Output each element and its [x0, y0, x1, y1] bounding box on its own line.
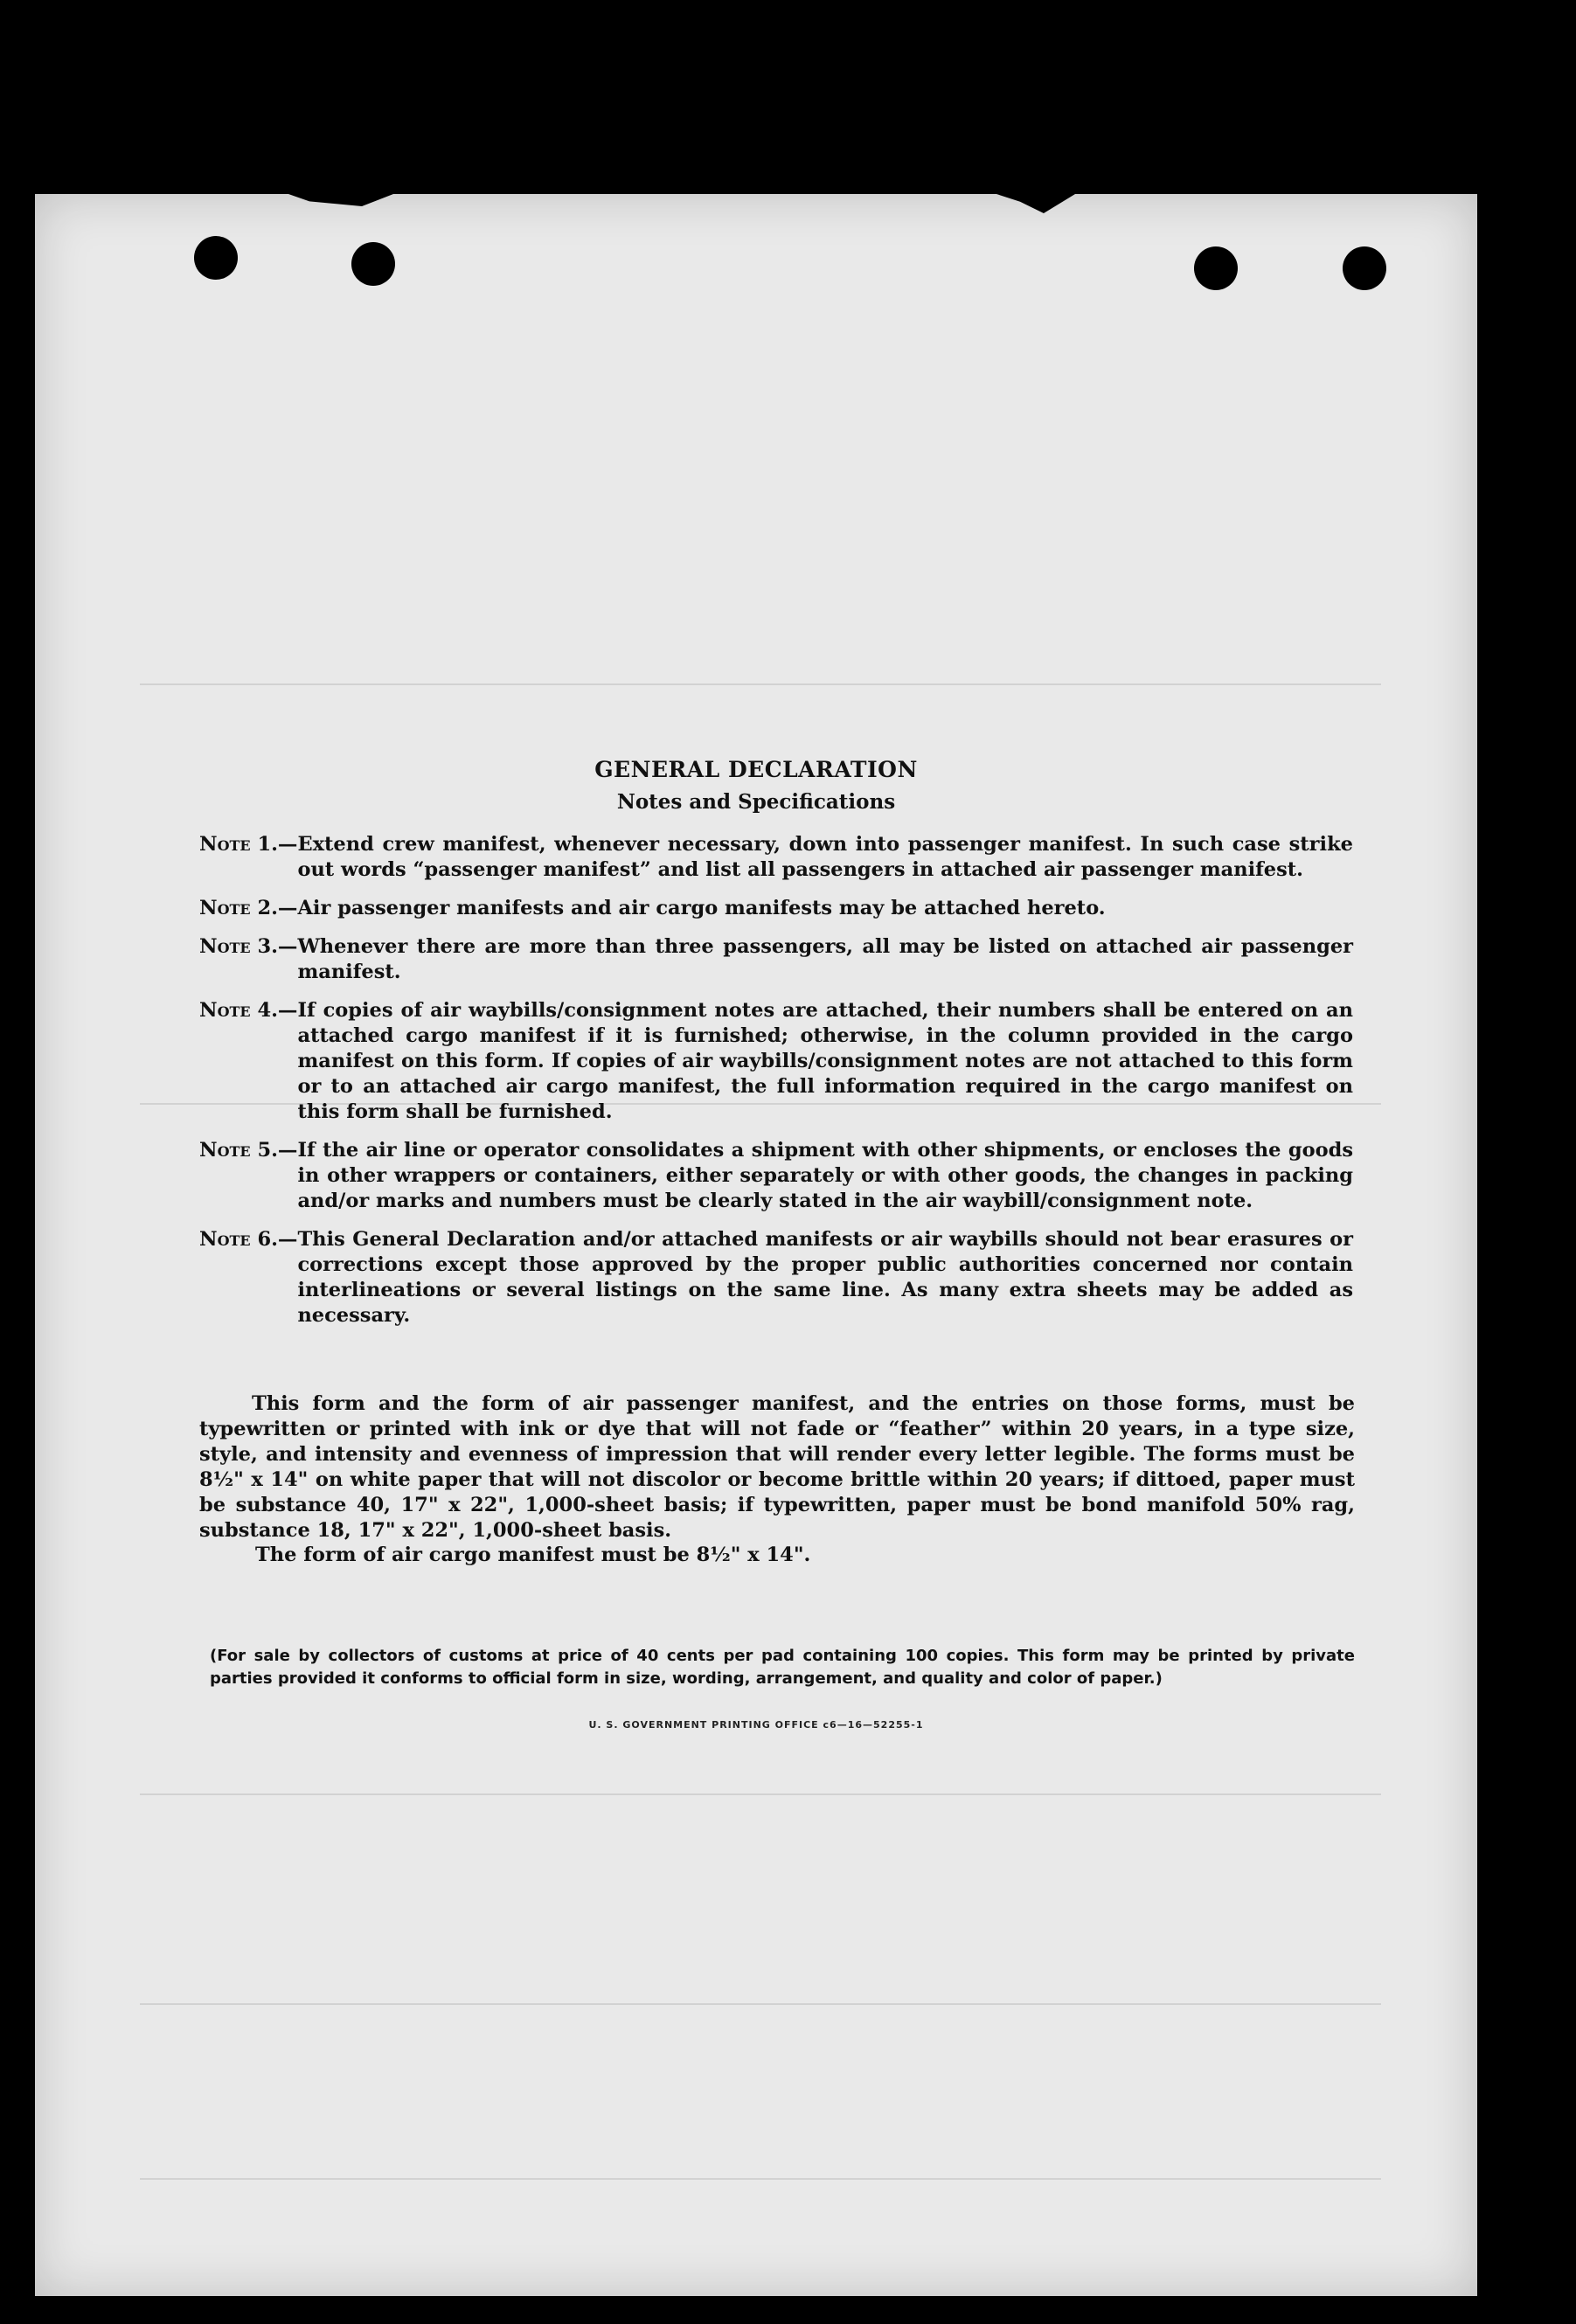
note-label: Note 6.— [199, 1228, 298, 1251]
note-label: Note 2.— [199, 897, 298, 919]
paper-tear [288, 194, 393, 206]
printing-office-imprint: U. S. GOVERNMENT PRINTING OFFICE c6—16—52255-1 [588, 1719, 924, 1731]
note-text: This General Declaration and/or attached manifests or air waybills should not bear erasures or corrections except those approved by the proper public authorities concerned nor contain interlineations or several listings on the same line. As many extra sheets may be added as necessary. [297, 1228, 1353, 1327]
bleed-through-line [140, 2178, 1381, 2180]
note-item [199, 896, 1353, 921]
document-subtitle: Notes and Specifications [616, 790, 896, 814]
bleed-through-line [140, 1793, 1381, 1795]
note-label: Note 5.— [199, 1139, 298, 1162]
document-page [35, 194, 1477, 2296]
note-text: Whenever there are more than three passengers, all may be listed on attached air passenger manifest. [297, 935, 1353, 983]
note-item [199, 1227, 1353, 1328]
sale-note: (For sale by collectors of customs at price of 40 cents per pad containing 100 copies. This form may be printed by private parties provided it conforms to official form in size, wording, arrangement, and quality and color of paper.) [210, 1647, 1355, 1688]
punch-hole [1194, 246, 1238, 290]
document-title: GENERAL DECLARATION [594, 757, 918, 782]
cargo-manifest-size-note: The form of air cargo manifest must be 8½" x 14". [255, 1544, 811, 1566]
note-label: Note 1.— [199, 833, 298, 856]
note-label: Note 3.— [199, 935, 298, 958]
note-item [199, 1138, 1353, 1214]
note-text: If copies of air waybills/consignment notes are attached, their numbers shall be entered on an attached cargo manifest if it is furnished; otherwise, in the column provided in the cargo manifest on this form. If copies of air waybills/consignment notes are not attached to this form or to an attached air cargo manifest, the full information required in the cargo manifest on this form shall be furnished. [297, 999, 1353, 1123]
punch-hole [351, 242, 395, 286]
punch-hole [194, 236, 238, 280]
note-label: Note 4.— [199, 999, 298, 1022]
note-text: Extend crew manifest, whenever necessary, down into passenger manifest. In such case strike out words “passenger manifest” and list all passengers in attached air passenger manifest. [297, 833, 1353, 881]
punch-hole [1343, 246, 1386, 290]
note-item [199, 832, 1353, 883]
paper-tear [996, 194, 1075, 213]
note-item [199, 998, 1353, 1125]
note-item [199, 934, 1353, 985]
bleed-through-line [140, 683, 1381, 685]
note-text: If the air line or operator consolidates a shipment with other shipments, or encloses the goods in other wrappers or containers, either separately or with other goods, the changes in packing and/or marks and numbers must be clearly stated in the air waybill/consignment note. [297, 1139, 1353, 1212]
bleed-through-line [140, 2003, 1381, 2005]
form-specification-paragraph [199, 1391, 1355, 1544]
notes-list [199, 832, 1353, 1342]
form-specification-text: This form and the form of air passenger manifest, and the entries on those forms, must be typewritten or printed with ink or dye that will not fade or “feather” within 20 years, in a type size, style, and intensity and evenness of impression that will render every letter legible. The forms must be 8½" x 14" on white paper that will not discolor or become brittle within 20 years; if dittoed, paper must be substance 40, 17" x 22", 1,000-sheet basis; if typewritten, paper must be bond manifold 50% rag, substance 18, 17" x 22", 1,000-sheet basis. [199, 1392, 1355, 1542]
note-text: Air passenger manifests and air cargo manifests may be attached hereto. [297, 897, 1106, 919]
